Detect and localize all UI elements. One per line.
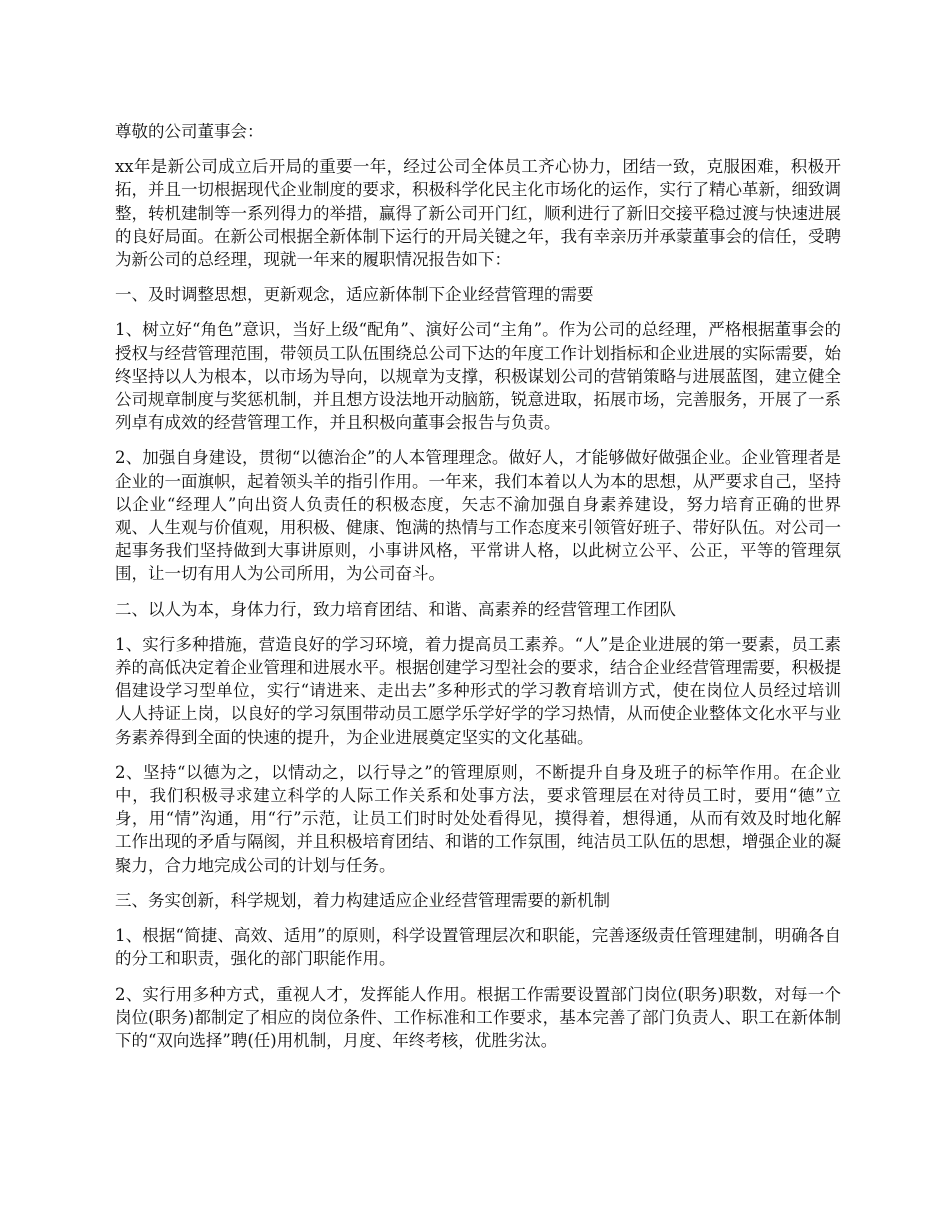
paragraph-3-1: 1、根据“简捷、高效、适用”的原则，科学设置管理层次和职能，完善逐级责任管理建制，明确各自的分工和职责，强化的部门职能作用。: [115, 926, 841, 969]
paragraph-1-1: 1、树立好“角色”意识，当好上级“配角”、演好公司“主角”。作为公司的总经理，严格根据董事会的授权与经营管理范围，带领员工队伍围绕总公司下达的年度工作计划指标和企业进展的实际需要，始终坚持以人为根本，以市场为导向，以规章为支撑，积极谋划公司的营销策略与进展蓝图，建立健全公司规章制度与奖惩机制，并且想方设法地开动脑筋，锐意进取，拓展市场，完善服务，开展了一系列卓有成效的经营管理工作，并且积极向董事会报告与负责。: [115, 320, 841, 433]
paragraph-2-2: 2、坚持“以德为之，以情动之，以行导之”的管理原则，不断提升自身及班子的标竿作用。在企业中，我们积极寻求建立科学的人际工作关系和处事方法，要求管理层在对待员工时，要用“德”立身，用“情”沟通，用“行”示范，让员工们时时处处看得见，摸得着，想得通，从而有效及时地化解工作出现的矛盾与隔阂，并且积极培育团结、和谐的工作氛围，纯洁员工队伍的思想，增强企业的凝聚力，合力地完成公司的计划与任务。: [115, 762, 841, 875]
salutation: 尊敬的公司董事会：: [115, 122, 264, 141]
section-heading-3: 三、务实创新，科学规划，着力构建适应企业经营管理需要的新机制: [115, 890, 610, 910]
paragraph-3-2: 2、实行用多种方式，重视人才，发挥能人作用。根据工作需要设置部门岗位(职务)职数，对每一个岗位(职务)都制定了相应的岗位条件、工作标准和工作要求，基本完善了部门负责人、职工在新体制下的“双向选择”聘(任)用机制，月度、年终考核，优胜劣汰。: [115, 984, 841, 1050]
section-heading-1: 一、及时调整思想，更新观念，适应新体制下企业经营管理的需要: [115, 285, 594, 305]
document-body: [115, 120, 841, 1064]
paragraph-intro: xx年是新公司成立后开局的重要一年，经过公司全体员工齐心协力，团结一致，克服困难，积极开拓，并且一切根据现代企业制度的要求，积极科学化民主化市场化的运作，实行了精心革新，细致调整，转机建制等一系列得力的举措，赢得了新公司开门红，顺利进行了新旧交接平稳过渡与快速进展的良好局面。在新公司根据全新体制下运行的开局关键之年，我有幸亲历并承蒙董事会的信任，受聘为新公司的总经理，现就一年来的履职情况报告如下：: [115, 157, 841, 270]
paragraph-2-1: 1、实行多种措施，营造良好的学习环境，着力提高员工素养。“人”是企业进展的第一要素，员工素养的高低决定着企业管理和进展水平。根据创建学习型社会的要求，结合企业经营管理需要，积极提倡建设学习型单位，实行“请进来、走出去”多种形式的学习教育培训方式，使在岗位人员经过培训人人持证上岗，以良好的学习氛围带动员工愿学乐学好学的学习热情，从而使企业整体文化水平与业务素养得到全面的快速的提升，为企业进展奠定坚实的文化基础。: [115, 634, 841, 747]
section-heading-2: 二、以人为本，身体力行，致力培育团结、和谐、高素养的经营管理工作团队: [115, 599, 676, 619]
paragraph-1-2: 2、加强自身建设，贯彻“以德治企”的人本管理理念。做好人，才能够做好做强企业。企业管理者是企业的一面旗帜，起着领头羊的指引作用。一年来，我们本着以人为本的思想，从严要求自己，坚持以企业“经理人”向出资人负责任的积极态度，矢志不渝加强自身素养建设，努力培育正确的世界观、人生观与价值观，用积极、健康、饱满的热情与工作态度来引领管好班子、带好队伍。对公司一起事务我们坚持做到大事讲原则，小事讲风格，平常讲人格，以此树立公平、公正，平等的管理氛围，让一切有用人为公司所用，为公司奋斗。: [115, 448, 841, 584]
